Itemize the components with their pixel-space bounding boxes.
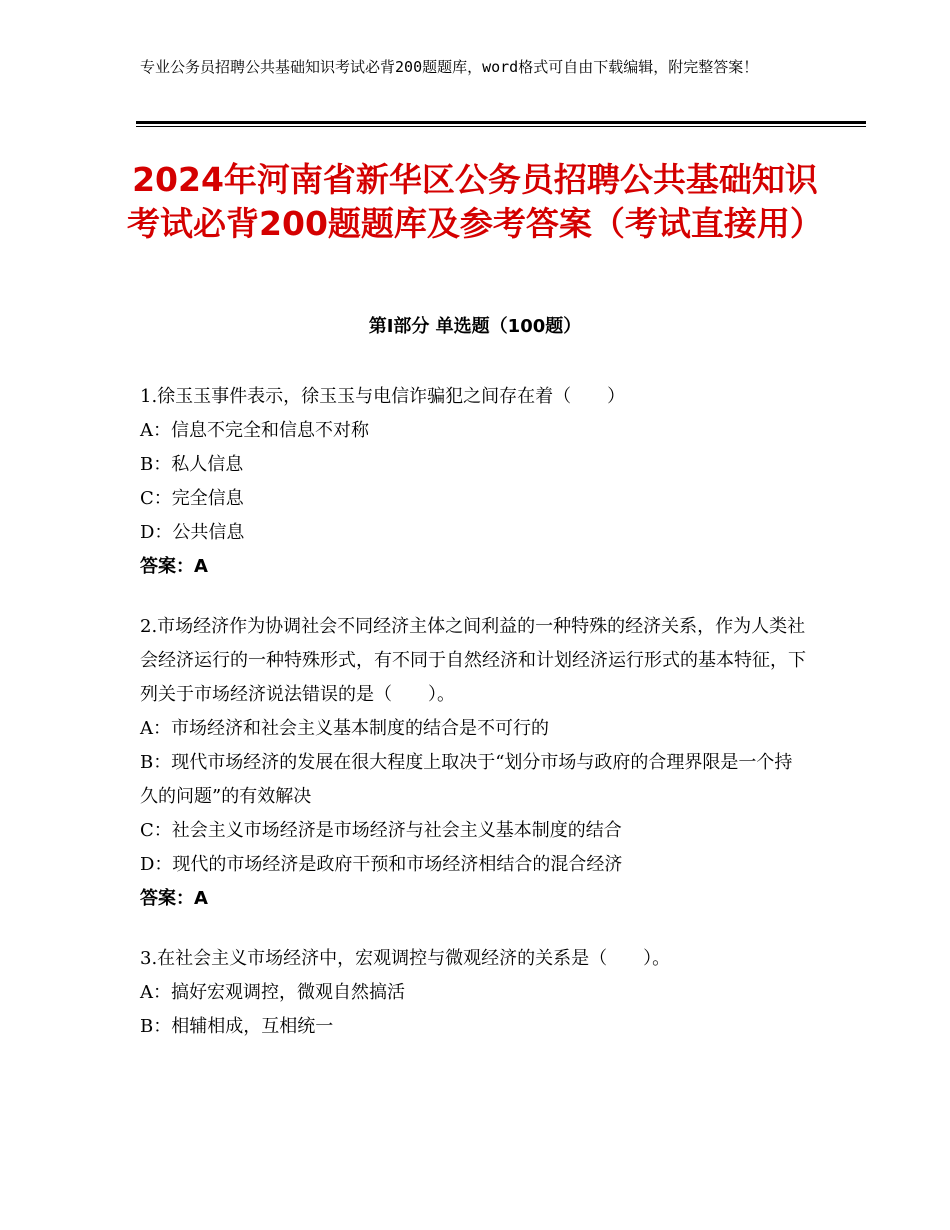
option-d: D：公共信息: [140, 522, 245, 543]
question-1: [140, 380, 810, 584]
section-title: 第Ⅰ部分 单选题（100题）: [368, 316, 582, 337]
option-a: A：市场经济和社会主义基本制度的结合是不可行的: [140, 718, 549, 739]
answer: 答案：A: [140, 556, 208, 577]
question-list: [140, 380, 810, 1070]
header-rule-thin: [136, 126, 866, 127]
option-a: A：搞好宏观调控，微观自然搞活: [140, 982, 405, 1003]
header-note: 专业公务员招聘公共基础知识考试必背200题题库，word格式可自由下载编辑，附完整答案！: [140, 58, 759, 76]
option-c: C：社会主义市场经济是市场经济与社会主义基本制度的结合: [140, 820, 622, 841]
option-a: A：信息不完全和信息不对称: [140, 420, 369, 441]
question-text: 3.在社会主义市场经济中，宏观调控与微观经济的关系是（ ）。: [140, 948, 671, 969]
option-d: D：现代的市场经济是政府干预和市场经济相结合的混合经济: [140, 854, 623, 875]
header-rule-thick: [136, 121, 866, 124]
question-2: [140, 610, 810, 916]
answer: 答案：A: [140, 888, 208, 909]
option-b: B：现代市场经济的发展在很大程度上取决于“划分市场与政府的合理界限是一个持久的问题”的有效解决: [140, 752, 793, 807]
question-text: 2.市场经济作为协调社会不同经济主体之间利益的一种特殊的经济关系，作为人类社会经济运行的一种特殊形式，有不同于自然经济和计划经济运行形式的基本特征，下列关于市场经济说法错误的是（ ）。: [140, 616, 806, 705]
question-3: [140, 942, 810, 1044]
option-b: B：相辅相成，互相统一: [140, 1016, 334, 1037]
question-text: 1.徐玉玉事件表示，徐玉玉与电信诈骗犯之间存在着（ ）: [140, 386, 626, 407]
option-b: B：私人信息: [140, 454, 244, 475]
document-title: 2024年河南省新华区公务员招聘公共基础知识考试必背200题题库及参考答案（考试直接用）: [127, 160, 823, 243]
option-c: C：完全信息: [140, 488, 244, 509]
